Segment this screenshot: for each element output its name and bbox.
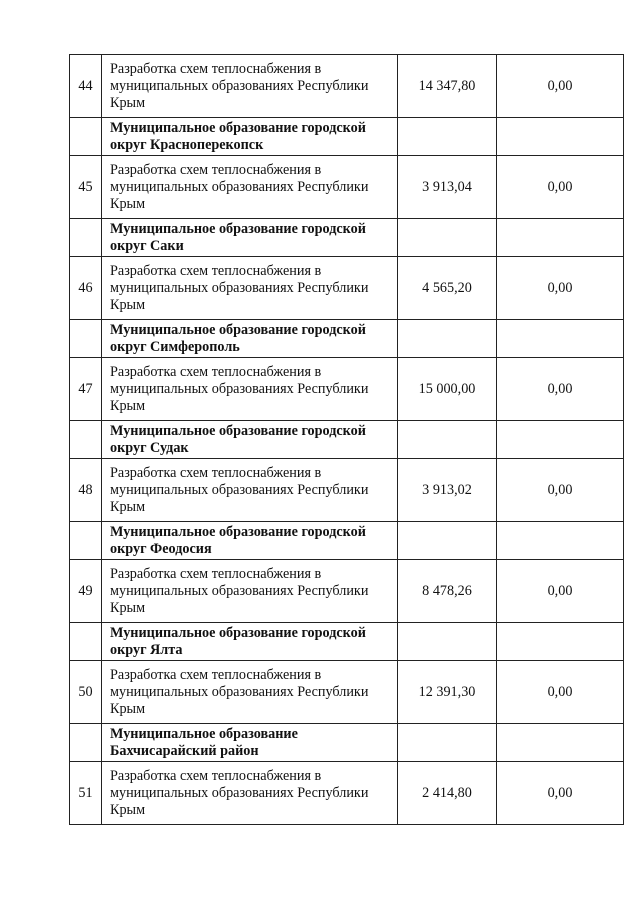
municipality-name: Муниципальное образование городской округ Саки <box>102 219 398 257</box>
table-row <box>70 459 624 522</box>
table-row <box>70 661 624 724</box>
work-description: Разработка схем теплоснабжения в муниципальных образованиях Республики Крым <box>102 257 398 320</box>
municipality-header-row <box>70 724 624 762</box>
secondary-amount-cell: 0,00 <box>497 560 624 623</box>
municipality-name: Муниципальное образование городской округ Феодосия <box>102 522 398 560</box>
row-number: 49 <box>70 560 102 623</box>
municipality-header-row <box>70 623 624 661</box>
table-row <box>70 358 624 421</box>
row-number <box>70 219 102 257</box>
amount-cell: 4 565,20 <box>398 257 497 320</box>
secondary-amount-cell <box>497 421 624 459</box>
amount-cell <box>398 320 497 358</box>
work-description: Разработка схем теплоснабжения в муниципальных образованиях Республики Крым <box>102 358 398 421</box>
secondary-amount-cell: 0,00 <box>497 661 624 724</box>
secondary-amount-cell: 0,00 <box>497 358 624 421</box>
row-number: 44 <box>70 55 102 118</box>
table-row <box>70 257 624 320</box>
row-number <box>70 320 102 358</box>
row-number: 47 <box>70 358 102 421</box>
row-number <box>70 118 102 156</box>
secondary-amount-cell <box>497 724 624 762</box>
table-row <box>70 560 624 623</box>
amount-cell: 12 391,30 <box>398 661 497 724</box>
row-number: 51 <box>70 762 102 825</box>
row-number <box>70 724 102 762</box>
work-description: Разработка схем теплоснабжения в муниципальных образованиях Республики Крым <box>102 762 398 825</box>
amount-cell: 3 913,02 <box>398 459 497 522</box>
table-row <box>70 55 624 118</box>
secondary-amount-cell: 0,00 <box>497 55 624 118</box>
row-number <box>70 421 102 459</box>
amount-cell <box>398 724 497 762</box>
municipality-header-row <box>70 522 624 560</box>
row-number: 48 <box>70 459 102 522</box>
municipality-header-row <box>70 320 624 358</box>
row-number <box>70 623 102 661</box>
amount-cell <box>398 421 497 459</box>
table-row <box>70 762 624 825</box>
table-body <box>70 55 624 825</box>
amount-cell: 8 478,26 <box>398 560 497 623</box>
row-number <box>70 522 102 560</box>
amount-cell <box>398 623 497 661</box>
secondary-amount-cell <box>497 320 624 358</box>
row-number: 46 <box>70 257 102 320</box>
work-description: Разработка схем теплоснабжения в муниципальных образованиях Республики Крым <box>102 156 398 219</box>
secondary-amount-cell: 0,00 <box>497 459 624 522</box>
amount-cell: 14 347,80 <box>398 55 497 118</box>
work-description: Разработка схем теплоснабжения в муниципальных образованиях Республики Крым <box>102 661 398 724</box>
municipality-header-row <box>70 118 624 156</box>
municipality-name: Муниципальное образование городской округ Симферополь <box>102 320 398 358</box>
municipality-header-row <box>70 421 624 459</box>
amount-cell: 3 913,04 <box>398 156 497 219</box>
secondary-amount-cell <box>497 522 624 560</box>
amount-cell <box>398 118 497 156</box>
row-number: 50 <box>70 661 102 724</box>
work-description: Разработка схем теплоснабжения в муниципальных образованиях Республики Крым <box>102 459 398 522</box>
municipality-name: Муниципальное образование городской округ Судак <box>102 421 398 459</box>
amount-cell: 2 414,80 <box>398 762 497 825</box>
work-description: Разработка схем теплоснабжения в муниципальных образованиях Республики Крым <box>102 55 398 118</box>
municipality-name: Муниципальное образование Бахчисарайский район <box>102 724 398 762</box>
secondary-amount-cell <box>497 623 624 661</box>
work-description: Разработка схем теплоснабжения в муниципальных образованиях Республики Крым <box>102 560 398 623</box>
secondary-amount-cell <box>497 219 624 257</box>
row-number: 45 <box>70 156 102 219</box>
municipality-name: Муниципальное образование городской округ Красноперекопск <box>102 118 398 156</box>
amount-cell: 15 000,00 <box>398 358 497 421</box>
municipality-header-row <box>70 219 624 257</box>
municipality-name: Муниципальное образование городской округ Ялта <box>102 623 398 661</box>
secondary-amount-cell: 0,00 <box>497 156 624 219</box>
secondary-amount-cell: 0,00 <box>497 762 624 825</box>
amount-cell <box>398 219 497 257</box>
secondary-amount-cell <box>497 118 624 156</box>
table-row <box>70 156 624 219</box>
document-table <box>69 54 624 825</box>
secondary-amount-cell: 0,00 <box>497 257 624 320</box>
amount-cell <box>398 522 497 560</box>
